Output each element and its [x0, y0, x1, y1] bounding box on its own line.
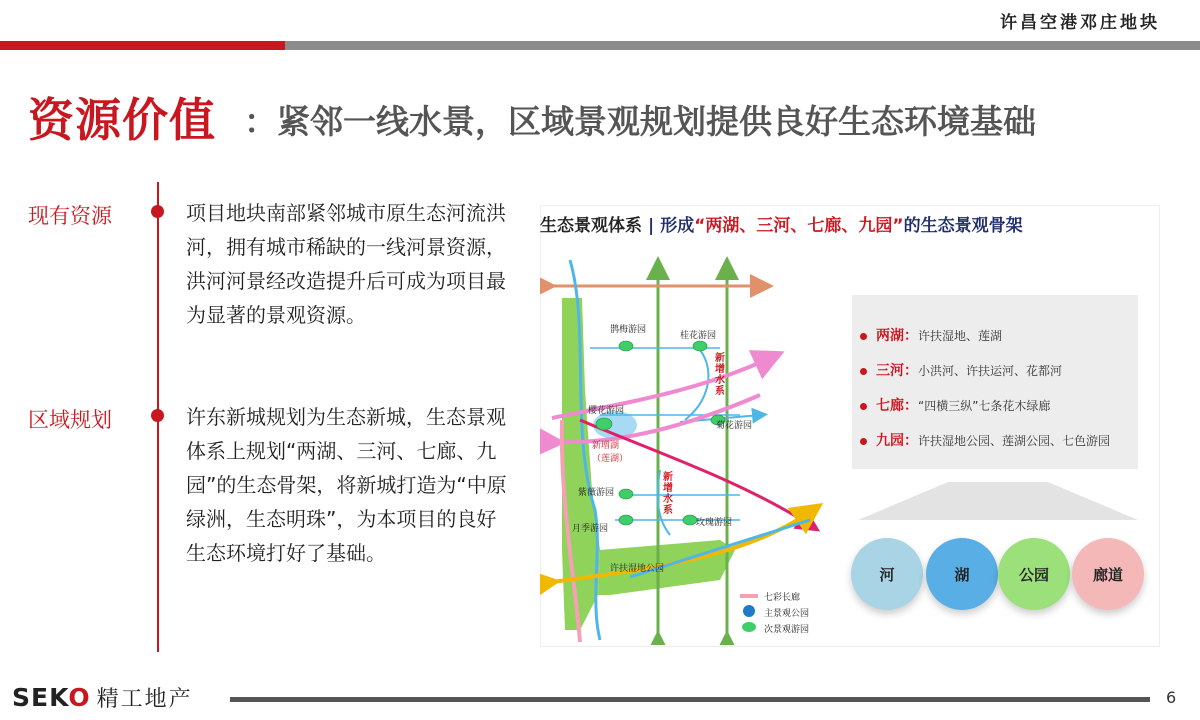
brand-o: O: [68, 683, 91, 712]
map-legend-item: 主景观公园: [764, 609, 810, 619]
park-label: 紫薇游园: [578, 488, 615, 498]
legend-key: 三河：: [876, 363, 918, 379]
page-title: 资源价值: [28, 93, 216, 147]
legend-row-corridors: [860, 395, 1050, 415]
legend-key: 两湖：: [876, 328, 918, 344]
project-name: 许昌空港邓庄地块: [1000, 13, 1160, 33]
brand-logo: [12, 682, 193, 713]
legend-row-rivers: [860, 360, 1062, 380]
panel-title-main: 生态景观体系: [540, 216, 642, 236]
brand-text: SEK: [12, 683, 69, 712]
map-legend-item: 七彩长廊: [764, 593, 801, 603]
park-label: 樱花游园: [588, 406, 625, 416]
bullet-icon: [860, 438, 867, 445]
panel-title-separator: |: [648, 216, 655, 236]
water-label: 新增水系: [663, 472, 673, 516]
circle-park: [998, 538, 1070, 610]
footer-line: [230, 697, 1150, 702]
circle-lake: [926, 538, 998, 610]
header-bar-red: [0, 41, 285, 50]
panel-subtitle-suffix: 的生态景观骨架: [903, 216, 1023, 236]
section-text-planning: 许东新城规划为生态新城，生态景观体系上规划“两湖、三河、七廊、九园”的生态骨架，将新城打造为“中原绿洲，生态明珠”，为本项目的良好生态环境打好了基础。: [186, 405, 507, 565]
panel-subtitle-emphasis: “两湖、三河、七廊、九园”: [694, 216, 904, 236]
section-text-existing: 项目地块南部紧邻城市原生态河流洪河，拥有城市稀缺的一线河景资源，洪河河景经改造提升后可成为项目最为显著的景观资源。: [186, 201, 506, 327]
legend-row-lakes: [860, 325, 1002, 345]
legend-row-parks: [860, 430, 1110, 450]
map-labels: [540, 250, 850, 645]
park-label: 菊花游园: [716, 421, 753, 431]
brand-chinese: 精工地产: [96, 687, 193, 712]
bullet-icon: [860, 403, 867, 410]
bullet-icon: [860, 368, 867, 375]
legend-value: 许扶湿地公园、莲湖公园、七色游园: [918, 434, 1111, 448]
circle-label: 河: [879, 565, 895, 584]
ecology-legend-box: [852, 295, 1138, 469]
section-label-planning: 区域规划: [28, 408, 112, 432]
park-label: 桂花游园: [680, 331, 717, 341]
header-bar-gray: [285, 41, 1200, 50]
park-label: 玫瑰游园: [696, 518, 733, 528]
legend-value: 许扶湿地、莲湖: [918, 329, 1003, 343]
park-label: 月季游园: [572, 524, 609, 534]
legend-value: “四横三纵”七条花木绿廊: [918, 399, 1051, 413]
bullet-icon: [860, 333, 867, 340]
section-label-existing: 现有资源: [28, 204, 112, 228]
circle-label: 廊道: [1092, 565, 1123, 584]
park-label: 许扶湿地公园: [610, 564, 665, 574]
legend-value: 小洪河、许扶运河、花都河: [918, 364, 1063, 378]
circle-label: 公园: [1018, 565, 1049, 584]
map-legend-item: 次景观游园: [764, 625, 810, 635]
timeline-dot: [151, 409, 164, 422]
water-label: 新增水系: [715, 353, 725, 397]
pedestal-shape: [858, 482, 1138, 524]
timeline-dot: [151, 205, 164, 218]
page-subtitle: ：紧邻一线水景，区域景观规划提供良好生态环境基础: [244, 102, 1036, 141]
panel-subtitle-prefix: 形成: [660, 216, 695, 236]
circle-river: [851, 538, 923, 610]
lake-label: 新增湖（莲湖）: [592, 441, 629, 464]
park-label: 鹊梅游园: [610, 325, 647, 335]
legend-key: 七廊：: [876, 398, 918, 414]
panel-title: [540, 211, 1023, 236]
legend-key: 九园：: [876, 433, 918, 449]
page-number: 6: [1166, 688, 1177, 707]
circle-label: 湖: [954, 565, 970, 584]
circle-corridor: [1072, 538, 1144, 610]
